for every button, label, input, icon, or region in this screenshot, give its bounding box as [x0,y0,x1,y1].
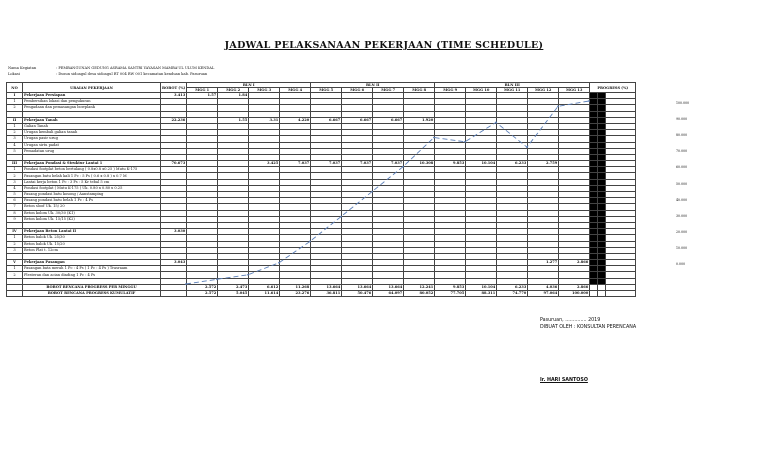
progress-tick-label: 60.000 [676,165,688,170]
header-week-4: MGG 4 [280,88,311,93]
cell-week-value: 1.920 [404,117,435,123]
signature-made-by: DIBUAT OLEH : KONSULTAN PERENCANA [540,325,637,330]
cell-week-value: 6.233 [497,161,528,167]
cell-no: I [7,93,23,99]
cell-no: 1 [7,167,23,173]
label-nama-kegiatan: Nama Kegiatan [8,66,37,70]
cell-uraian: Pekerjaan Beton Lantai II [23,229,161,235]
s-curve-point [495,121,497,123]
cell-bobot: 22.236 [161,117,187,123]
value-nama-kegiatan: : PEMBANGUNAN GEDUNG ASRAMA SANTRI YAYASAN MAMBA'UL ULUM KENDAL [56,66,215,70]
header-week-2: MGG 2 [218,88,249,93]
cell-uraian: Urugan pasir urug [23,136,161,142]
cell-bobot: 3.030 [161,229,187,235]
s-curve-point [588,100,590,102]
cell-week-value: 9.853 [435,161,466,167]
totals-value: 13.664 [373,284,404,290]
header-week-7: MGG 7 [373,88,404,93]
cell-no: 8 [7,210,23,216]
header-week-5: MGG 5 [311,88,342,93]
header-week-9: MGG 9 [435,88,466,93]
cell-no: 3 [7,179,23,185]
totals-value: 13.664 [342,284,373,290]
cell-no: 6 [7,198,23,204]
progress-tick-label: 80.000 [676,133,688,138]
cell-no: 2 [7,272,23,278]
s-curve-point [433,137,435,139]
cell-week-value: 4.220 [280,117,311,123]
cell-no: III [7,161,23,167]
totals-value: 23.276 [280,291,311,297]
cell-no: 1 [7,99,23,105]
s-curve-point [371,191,373,193]
cell-uraian: Galian Tanah [23,123,161,129]
cell-uraian: Pekerjaan Persiapan [23,93,161,99]
cell-uraian: Beton Plat t. 12cm [23,247,161,253]
cell-no: 2 [7,105,23,111]
cell-uraian: Pekerjaan Pondasi & Struktur Lantai 1 [23,161,161,167]
cell-no: 3 [7,136,23,142]
s-curve-point [526,146,528,148]
cell-week-value: 7.037 [311,161,342,167]
totals-label: BOBOT RENCANA PROGRESS PER MINGGU [23,284,161,290]
s-curve-point [216,278,218,280]
cell-no: 5 [7,148,23,154]
s-curve-point [557,105,559,107]
totals-value: 9.853 [435,284,466,290]
progress-tick-label: 100.000 [676,101,690,105]
cell-uraian: Beton kolom Uk. 30/30 (K1) [23,210,161,216]
cell-bobot: 3.043 [161,260,187,266]
cell-no: II [7,117,23,123]
cell-week-value: 7.037 [342,161,373,167]
cell-week-value: 1.84 [218,93,249,99]
totals-value: 80.052 [404,291,435,297]
totals-value: 50.476 [342,291,373,297]
header-week-10: MGG 10 [466,88,497,93]
header-week-12: MGG 12 [528,88,559,93]
cell-uraian: Pekerjaan Pasangan [23,260,161,266]
cell-bobot: 3.413 [161,93,187,99]
cell-bobot: 70.673 [161,161,187,167]
signature-place-date: Pasuruan, .............. 2019 [540,318,601,323]
totals-value: 100.000 [559,291,590,297]
cell-week-value: 1.277 [528,260,559,266]
signature-name: Ir. HARI SANTOSO [540,378,588,383]
totals-value: 12.241 [404,284,435,290]
totals-value: 36.811 [311,291,342,297]
cell-uraian: Pemadatan urug [23,148,161,154]
totals-value: 64.097 [373,291,404,297]
cell-week-value: 6.667 [311,117,342,123]
header-month-1: BLN I [187,83,311,88]
cell-week-value: 1.55 [218,117,249,123]
progress-tick-label: 90.000 [676,117,688,122]
s-curve-point [309,241,311,243]
totals-value: 2.866 [559,284,590,290]
s-curve-point [340,216,342,218]
totals-value: 74.770 [497,291,528,297]
s-curve-point [278,262,280,264]
progress-tick-label: 40.000 [676,197,688,202]
cell-week-value: 7.037 [280,161,311,167]
header-week-1: MGG 1 [187,88,218,93]
cell-uraian: Lantai kerja beton 1 Pc : 3 Ps : 5 Kr tebal 5 cm [23,179,161,185]
cell-week-value: 7.037 [373,161,404,167]
cell-uraian: Pasangan bata merah 1 Pc : 4 Ps ( 1 Pc : 4 Ps ) Trasraam [23,266,161,272]
cell-week-value: 10.308 [404,161,435,167]
header-no: NO [7,83,23,93]
cell-no: 4 [7,142,23,148]
header-month-3: BLN III [435,83,590,88]
cell-no: 1 [7,123,23,129]
totals-value: 11.268 [280,284,311,290]
totals-value: 4.036 [528,284,559,290]
progress-tick-label: 50.000 [676,181,688,186]
cell-no: 7 [7,204,23,210]
totals-value: 2.473 [218,284,249,290]
cell-no: 4 [7,185,23,191]
cell-uraian: Plesteran dan acian dinding 1 Pc : 4 Ps [23,272,161,278]
cell-no: IV [7,229,23,235]
totals-value: 2.572 [187,284,218,290]
cell-uraian: Pasangan batu belah kali 1 Pc : 5 Ps ( 0.6 x 0.8 ) x 0.7 M [23,173,161,179]
cell-no: 2 [7,173,23,179]
cell-uraian: Pondasi footplat ( Mutu K-175 ) Uk. 0.80 x 0.80 x 0.25 [23,185,161,191]
totals-value: 13.664 [311,284,342,290]
totals-value: 6.233 [497,284,528,290]
cell-no: 1 [7,235,23,241]
cell-uraian: Pekerjaan Tanah [23,117,161,123]
label-lokasi: Lokasi [8,72,20,76]
cell-week-value: 1.57 [187,93,218,99]
cell-uraian: Urugan kembali galian tanah [23,130,161,136]
cell-week-value: 2.866 [559,260,590,266]
totals-value: 77.705 [435,291,466,297]
totals-value: 97.064 [528,291,559,297]
cell-week-value: 6.667 [373,117,404,123]
cell-no: 9 [7,216,23,222]
cell-no: 5 [7,192,23,198]
cell-no: 2 [7,241,23,247]
cell-no: 1 [7,266,23,272]
cell-week-value: 3.425 [249,161,280,167]
cell-no: 2 [7,130,23,136]
progress-tick-label: 20.000 [676,229,688,234]
s-curve-point [402,166,404,168]
totals-value: 10.104 [466,284,497,290]
progress-tick-label: 30.000 [676,213,688,218]
progress-tick-label: 10.000 [676,245,688,250]
header-week-6: MGG 6 [342,88,373,93]
s-curve-line [186,101,589,284]
cell-week-value: 10.104 [466,161,497,167]
cell-uraian: Beton balok Uk. 15/20 [23,241,161,247]
cell-week-value: 6.667 [342,117,373,123]
totals-value: 6.612 [249,284,280,290]
cell-uraian: Pasang pondasi batu kosong / Aanstamping [23,192,161,198]
totals-value: 11.614 [249,291,280,297]
cell-uraian: Pasang pondasi batu belah 1 Pc : 4 Ps [23,198,161,204]
totals-value: 5.045 [218,291,249,297]
totals-label: BOBOT RENCANA PROGRESS KUMULATIF [23,291,161,297]
cell-uraian: Beton kolom Uk. 15/15 (K2) [23,216,161,222]
cell-no: 3 [7,247,23,253]
cell-uraian: Pembersihan lokasi dan pengukuran [23,99,161,105]
page-title: JADWAL PELAKSANAAN PEKERJAAN (TIME SCHEDULE) [224,40,544,51]
value-lokasi: : Dusun sidoagul desa sidoagul RT 004 RW 001 kecamatan kenduan kab. Pasuruan [56,72,208,76]
s-curve-point [185,283,187,285]
cell-uraian: Pondasi footplat beton bertulang ( 0.8x0.8 x0.25 ) Mutu K-175 [23,167,161,173]
totals-value: 2.572 [187,291,218,297]
s-curve-point [464,141,466,143]
header-bobot: BOBOT (%) [161,83,187,93]
cell-uraian: Beton sloof Uk. 15/ 20 [23,204,161,210]
header-week-13: MGG 13 [559,88,590,93]
cell-uraian: Beton balok Uk. 25/30 [23,235,161,241]
header-week-11: MGG 11 [497,88,528,93]
cell-uraian: Urugan sirtu padat [23,142,161,148]
header-week-8: MGG 8 [404,88,435,93]
cell-no: V [7,260,23,266]
s-curve-point [247,274,249,276]
cell-week-value: 2.759 [528,161,559,167]
progress-tick-label: 70.000 [676,149,688,154]
cell-week-value: 3.31 [249,117,280,123]
header-week-3: MGG 3 [249,88,280,93]
header-uraian: URAIAN PEKERJAAN [23,83,161,93]
cell-uraian: Pengadaan dan pemasangan bowplank [23,105,161,111]
header-progress: PROGRESS (%) [590,83,636,93]
totals-value: 88.311 [466,291,497,297]
progress-tick-label: 0.000 [676,262,686,266]
header-month-2: BLN II [311,83,435,88]
